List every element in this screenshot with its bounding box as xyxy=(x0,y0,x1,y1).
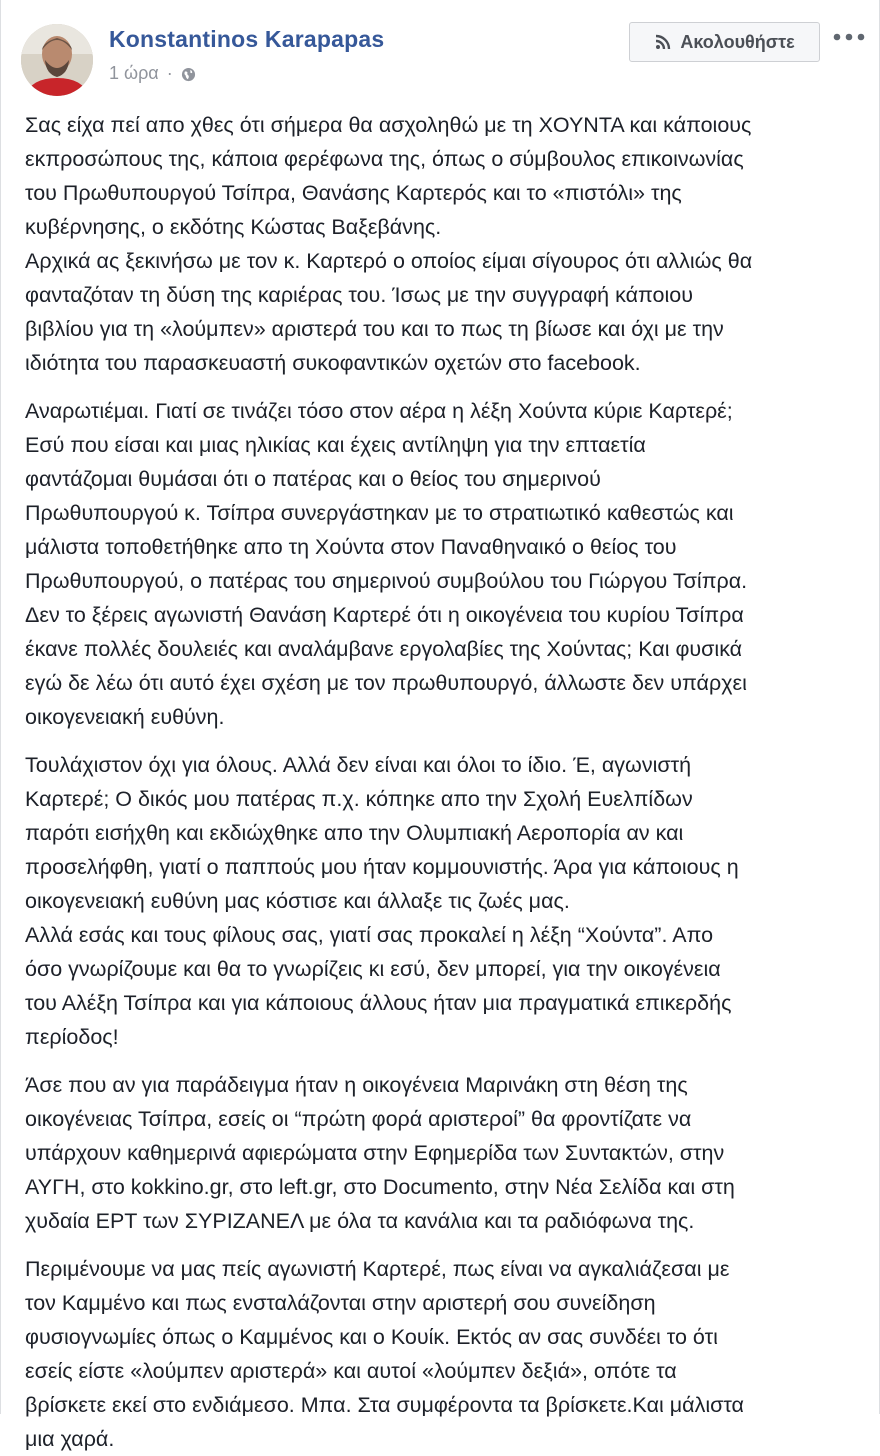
post-paragraph: Τουλάχιστον όχι για όλους. Αλλά δεν είναι και όλοι το ίδιο. Έ, αγωνιστή Καρτερέ; Ο δικός μου πατέρας π.χ. κόπηκε απο την Σχολή Ευελπίδων παρότι εισήχθη και εκδιώχθηκε απο την Ολυμπιακή Αεροπορία αν και προσελήφθη, γιατί ο παππούς μου ήταν κομμουνιστής. Άρα για κάποιους η οικογενειακή ευθύνη μας κόστισε και άλλαξε τις ζωές μας. Αλλά εσάς και τους φίλους σας, γιατί σας προκαλεί η λέξη “Χούντα”. Απο όσο γνωρίζουμε και θα το γνωρίζεις κι εσύ, δεν μπορεί, για την οικογένεια του Αλέξη Τσίπρα και για κάποιους άλλους ήταν μια πραγματικά επικερδής περίοδος! xyxy=(25,753,739,1049)
post-paragraph: Αναρωτιέμαι. Γιατί σε τινάζει τόσο στον αέρα η λέξη Χούντα κύριε Καρτερέ; Εσύ που είσαι και μιας ηλικίας και έχεις αντίληψη για την επταετία φαντάζομαι θυμάσαι ότι ο πατέρας και ο θείος του σημερινού Πρωθυπουργού κ. Τσίπρα συνεργάστηκαν με το στρατιωτικό καθεστώς και μάλιστα τοποθετήθηκε απο τη Χούντα στον Παναθηναικό ο θείος του Πρωθυπουργού, ο πατέρας του σημερινού συμβούλου του Γιώργου Τσίπρα. Δεν το ξέρεις αγωνιστή Θανάση Καρτερέ ότι η οικογένεια του κυρίου Τσίπρα έκανε πολλές δουλειές και αναλάμβανε εργολαβίες της Χούντας; Και φυσικά εγώ δε λέω ότι αυτό έχει σχέση με τον πρωθυπουργό, άλλωστε δεν υπάρχει οικογενειακή ευθύνη. xyxy=(25,399,748,729)
post-paragraph: Περιμένουμε να μας πείς αγωνιστή Καρτερέ, πως είναι να αγκαλιάζεσαι με τον Καμμένο και πως ενσταλάζονται στην αριστερή σου συνείδηση φυσιογνωμίες όπως ο Καμμένος και ο Κουίκ. Εκτός αν σας συνδέει το ότι εσείς είστε «λούμπεν αριστερά» και αυτοί «λούμπεν δεξιά», οπότε τα βρίσκετε εκεί στο ενδιάμεσο. Μπα. Στα συμφέροντα τα βρίσκετε.Και μάλιστα μια χαρά. xyxy=(25,1257,744,1451)
post-header xyxy=(1,0,880,100)
profile-photo xyxy=(21,24,93,96)
post-body xyxy=(25,108,865,1456)
author-name[interactable]: Konstantinos Karapapas xyxy=(109,26,385,52)
follow-button[interactable] xyxy=(629,22,820,62)
timestamp[interactable]: 1 ώρα xyxy=(109,63,159,83)
more-options-button[interactable] xyxy=(829,22,869,52)
meta-separator: · xyxy=(166,63,173,83)
globe-icon[interactable] xyxy=(181,66,196,81)
more-horizontal-icon xyxy=(833,33,865,41)
avatar[interactable] xyxy=(21,24,93,96)
post-paragraph: Άσε που αν για παράδειγμα ήταν η οικογένεια Μαρινάκη στη θέση της οικογένειας Τσίπρα, εσείς οι “πρώτη φορά αριστεροί” θα φροντίζατε να υπάρχουν καθημερινά αφιερώματα στην Εφημερίδα των Συντακτών, στην ΑΥΓΗ, στο kokkino.gr, στο left.gr, στο Documento, στην Νέα Σελίδα και στη χυδαία ΕΡΤ των ΣΥΡΙΖΑΝΕΛ με όλα τα κανάλια και τα ραδιόφωνα της. xyxy=(25,1073,735,1233)
post-paragraph: Σας είχα πεί απο χθες ότι σήμερα θα ασχοληθώ με τη ΧΟΥΝΤΑ και κάποιους εκπροσώπους της, κάποια φερέφωνα της, όπως ο σύμβουλος επικοινωνίας του Πρωθυπουργού Τσίπρα, Θανάσης Καρτερός και το «πιστόλι» της κυβέρνησης, ο εκδότης Κώστας Βαξεβάνης. Αρχικά ας ξεκινήσω με τον κ. Καρτερό ο οποίος είμαι σίγουρος ότι αλλιώς θα φανταζόταν τη δύση της καριέρας του. Ίσως με την συγγραφή κάποιου βιβλίου για τη «λούμπεν» αριστερά του και το πως τη βίωσε και όχι με την ιδιότητα του παρασκευαστή συκοφαντικών οχετών στο facebook. xyxy=(25,113,753,375)
rss-icon xyxy=(654,33,672,51)
post-meta xyxy=(109,63,196,84)
follow-label: Ακολουθήστε xyxy=(680,31,795,52)
